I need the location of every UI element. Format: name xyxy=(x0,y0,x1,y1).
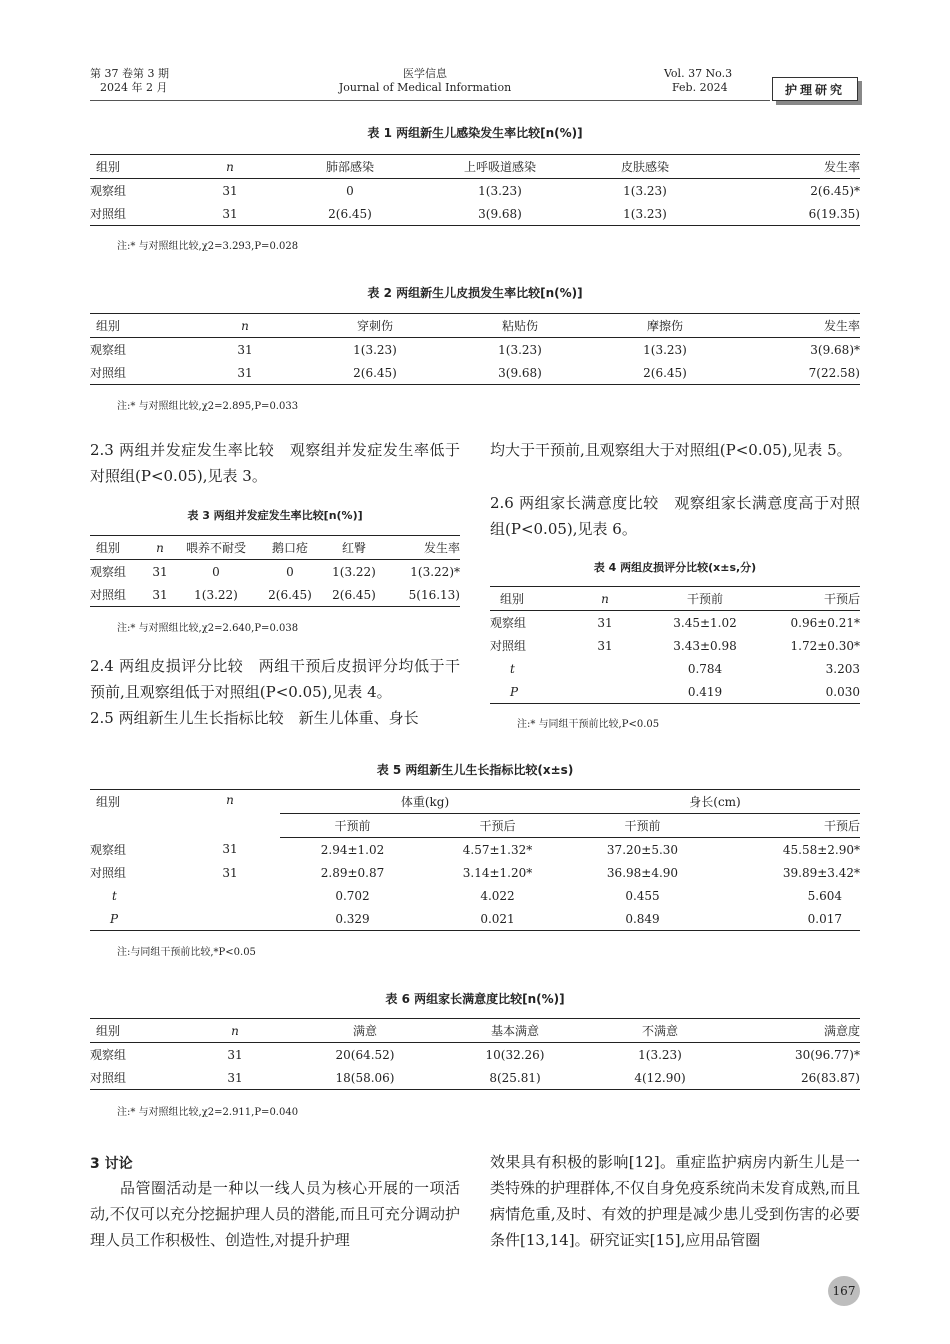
table5-cell: 2.89±0.87 xyxy=(320,865,385,880)
table1-cell: 1(3.23) xyxy=(623,183,667,198)
table1-cell: 3(9.68) xyxy=(478,206,522,221)
table4-cell: 3.43±0.98 xyxy=(673,638,737,653)
table5-header-weight-before: 干预前 xyxy=(280,814,425,838)
table3-cell: 31 xyxy=(152,564,168,579)
table4-header-before: 干预前 xyxy=(650,587,760,611)
table2-cell: 2(6.45) xyxy=(353,365,397,380)
table6-note: 注:* 与对照组比较,χ2=2.911,P=0.040 xyxy=(117,1107,299,1118)
table3-cell: 5(16.13) xyxy=(408,587,460,602)
table4-header-group: 组别 xyxy=(490,587,560,611)
table5-header-length-before: 干预前 xyxy=(570,814,715,838)
table5-header-length-after: 干预后 xyxy=(715,814,860,838)
table1-cell: 6(19.35) xyxy=(808,206,860,221)
table4-cell: P xyxy=(510,684,519,699)
table6-cell: 30(96.77)* xyxy=(795,1047,860,1062)
table1-header-skin: 皮肤感染 xyxy=(580,155,710,179)
table5-cell: 5.604 xyxy=(807,888,842,903)
para-2-5: 2.5 两组新生儿生长指标比较 新生儿体重、身长 xyxy=(90,709,419,727)
table4-caption: 表 4 两组皮损评分比较(x±s,分) xyxy=(593,561,757,574)
table6-caption: 表 6 两组家长满意度比较[n(%)] xyxy=(385,992,565,1006)
table2-cell: 观察组 xyxy=(90,343,127,357)
section-badge: 护理研究 xyxy=(772,77,858,101)
table5-cell: 观察组 xyxy=(90,842,127,857)
table5-cell: 0.329 xyxy=(335,911,370,926)
table2-header-group: 组别 xyxy=(90,314,180,338)
discussion-right-text: 效果具有积极的影响[12]。重症监护病房内新生儿是一类特殊的护理群体,不仅自身免疫系统尚未发育成熟,而且病情危重,及时、有效的护理是减少患儿受到伤害的必要条件[13,14]。研究证实[15],应用品管圈 xyxy=(490,1153,860,1249)
table6-cell: 20(64.52) xyxy=(335,1047,395,1062)
table3-cell: 0 xyxy=(286,564,294,579)
table3-header-feeding: 喂养不耐受 xyxy=(174,536,258,560)
para-2-3: 2.3 两组并发症发生率比较 观察组并发症发生率低于对照组(P<0.05),见表 3。 xyxy=(90,441,460,485)
table5-header-group: 组别 xyxy=(96,795,121,809)
table5-cell xyxy=(180,907,280,931)
table4-cell xyxy=(560,680,650,704)
table2-cell: 1(3.23) xyxy=(498,342,542,357)
table-row xyxy=(490,634,860,657)
table3-header-rate: 发生率 xyxy=(386,536,460,560)
table3-cell: 31 xyxy=(152,587,168,602)
table-row xyxy=(90,179,860,203)
table1-header-upper-resp: 上呼吸道感染 xyxy=(420,155,580,179)
table3-cell: 1(3.22)* xyxy=(410,564,460,579)
table6 xyxy=(90,1018,860,1090)
table3-cell: 观察组 xyxy=(90,565,127,579)
volume-en: Vol. 37 No.3 xyxy=(664,67,733,80)
table4-cell: 观察组 xyxy=(490,616,527,630)
table1-header-group: 组别 xyxy=(90,155,180,179)
table4-cell: 0.419 xyxy=(687,684,723,699)
table6-header-group: 组别 xyxy=(90,1019,180,1043)
discussion-left-text: 品管圈活动是一种以一线人员为核心开展的一项活动,不仅可以充分挖掘护理人员的潜能,而且可充分调动护理人员工作积极性、创造性,对提升护理 xyxy=(90,1179,460,1249)
table1-note: 注:* 与对照组比较,χ2=3.293,P=0.028 xyxy=(117,241,299,252)
table1-cell: 31 xyxy=(222,183,238,198)
table6-header-rate: 满意度 xyxy=(730,1019,860,1043)
table4-header-after: 干预后 xyxy=(760,587,860,611)
para-2-5-continued: 均大于干预前,且观察组大于对照组(P<0.05),见表 5。 xyxy=(490,441,852,459)
table6-cell: 4(12.90) xyxy=(634,1070,686,1085)
table4-cell: 31 xyxy=(597,615,613,630)
table1-cell: 31 xyxy=(222,206,238,221)
table1-header-row xyxy=(90,155,860,179)
table2 xyxy=(90,313,860,385)
table6-cell: 对照组 xyxy=(90,1071,127,1085)
table5-header-weight-after: 干预后 xyxy=(425,814,570,838)
journal-name-en: Journal of Medical Information xyxy=(338,81,512,94)
table6-header-row xyxy=(90,1019,860,1043)
table-row xyxy=(90,338,860,362)
table5-cell: 31 xyxy=(222,842,238,857)
table1-cell: 观察组 xyxy=(90,184,127,198)
table1-header-n: n xyxy=(226,159,234,174)
table-row xyxy=(90,861,860,884)
table3-caption: 表 3 两组并发症发生率比较[n(%)] xyxy=(187,509,363,522)
journal-name-cn: 医学信息 xyxy=(403,67,447,80)
table1-cell: 对照组 xyxy=(90,207,127,221)
table1-cell: 2(6.45) xyxy=(328,206,372,221)
table2-caption: 表 2 两组新生儿皮损发生率比较[n(%)] xyxy=(367,286,583,300)
table1-cell: 2(6.45)* xyxy=(810,183,860,198)
table3-header-group: 组别 xyxy=(90,536,146,560)
header-rule xyxy=(90,100,770,101)
table4-cell: 3.45±1.02 xyxy=(673,615,737,630)
table-row xyxy=(490,657,860,680)
table2-header-puncture: 穿刺伤 xyxy=(310,314,440,338)
table3-note: 注:* 与对照组比较,χ2=2.640,P=0.038 xyxy=(117,623,299,634)
table2-header-n: n xyxy=(241,318,249,333)
table2-header-adhesive: 粘贴伤 xyxy=(440,314,600,338)
table3-cell: 2(6.45) xyxy=(268,587,312,602)
para-2-4: 2.4 两组皮损评分比较 两组干预后皮损评分均低于干预前,且观察组低于对照组(P<0.05),见表 4。 xyxy=(90,657,460,701)
table4-cell: 0.030 xyxy=(825,684,860,699)
table6-cell: 18(58.06) xyxy=(335,1070,395,1085)
table2-header-friction: 摩擦伤 xyxy=(600,314,730,338)
table4-note: 注:* 与同组干预前比较,P<0.05 xyxy=(517,719,660,730)
table3-cell: 0 xyxy=(212,564,220,579)
table2-cell: 1(3.23) xyxy=(353,342,397,357)
table5-cell: t xyxy=(112,888,117,903)
section-heading-discussion: 3 讨论 xyxy=(90,1156,133,1172)
issue-volume: 第 37 卷第 3 期 xyxy=(90,67,169,80)
table3-header-thrush: 鹅口疮 xyxy=(258,536,322,560)
table6-header-basic: 基本满意 xyxy=(440,1019,590,1043)
table3 xyxy=(90,535,460,607)
table-row xyxy=(90,202,860,226)
table-row xyxy=(90,884,860,907)
table6-cell: 31 xyxy=(227,1070,243,1085)
para-2-6: 2.6 两组家长满意度比较 观察组家长满意度高于对照组(P<0.05),见表 6。 xyxy=(490,494,860,538)
table5-cell: 45.58±2.90* xyxy=(782,842,860,857)
table5-cell: 2.94±1.02 xyxy=(320,842,385,857)
table3-cell: 1(3.22) xyxy=(332,564,376,579)
table5-cell: 3.14±1.20* xyxy=(462,865,533,880)
table5-header-length: 身长(cm) xyxy=(570,790,860,814)
table5-cell: 0.702 xyxy=(335,888,370,903)
table3-cell: 对照组 xyxy=(90,588,127,602)
table4-header-n: n xyxy=(601,591,609,606)
table5-group-header-row xyxy=(90,790,860,814)
table5-cell: 39.89±3.42* xyxy=(782,865,860,880)
table2-cell: 31 xyxy=(237,365,253,380)
table5-cell: 0.021 xyxy=(480,911,515,926)
table5-cell: 0.017 xyxy=(807,911,842,926)
table5-cell: 4.57±1.32* xyxy=(462,842,533,857)
table6-header-n: n xyxy=(231,1023,239,1038)
table5-cell: 4.022 xyxy=(480,888,515,903)
table6-cell: 观察组 xyxy=(90,1048,127,1062)
date-en: Feb. 2024 xyxy=(672,81,728,94)
table6-cell: 8(25.81) xyxy=(489,1070,541,1085)
table2-cell: 1(3.23) xyxy=(643,342,687,357)
table1-cell: 1(3.23) xyxy=(623,206,667,221)
table5-cell: 31 xyxy=(222,865,238,880)
table5-cell: 0.849 xyxy=(625,911,660,926)
table-row xyxy=(90,838,860,862)
table3-header-row xyxy=(90,536,460,560)
table4-cell: t xyxy=(510,661,515,676)
table2-cell: 7(22.58) xyxy=(808,365,860,380)
table4-cell: 1.72±0.30* xyxy=(790,638,860,653)
issue-date: 2024 年 2 月 xyxy=(100,81,168,94)
table6-cell: 10(32.26) xyxy=(485,1047,545,1062)
table4-cell: 3.203 xyxy=(825,661,860,676)
table2-note: 注:* 与对照组比较,χ2=2.895,P=0.033 xyxy=(117,401,299,412)
table4-cell xyxy=(560,657,650,680)
table5-cell: 0.455 xyxy=(625,888,660,903)
table5-cell: P xyxy=(110,911,119,926)
table5-note: 注:与同组干预前比较,*P<0.05 xyxy=(117,947,256,958)
table3-header-n: n xyxy=(156,540,164,555)
table-row xyxy=(90,560,460,584)
table5-header-weight: 体重(kg) xyxy=(280,790,570,814)
table5-cell xyxy=(180,884,280,907)
page-number: 167 xyxy=(828,1276,860,1306)
table5-cell: 37.20±5.30 xyxy=(606,842,679,857)
table3-cell: 2(6.45) xyxy=(332,587,376,602)
table5-caption: 表 5 两组新生儿生长指标比较(x±s) xyxy=(376,763,574,777)
table-row xyxy=(90,1043,860,1067)
table5 xyxy=(90,789,860,931)
table2-header-row xyxy=(90,314,860,338)
table-row xyxy=(90,907,860,931)
table6-cell: 1(3.23) xyxy=(638,1047,682,1062)
table1 xyxy=(90,154,860,226)
table1-cell: 1(3.23) xyxy=(478,183,522,198)
table-row xyxy=(90,583,460,607)
table3-cell: 1(3.22) xyxy=(194,587,238,602)
table5-cell: 对照组 xyxy=(90,866,127,880)
table-row xyxy=(90,361,860,385)
table2-cell: 3(9.68)* xyxy=(810,342,860,357)
table2-header-rate: 发生率 xyxy=(730,314,860,338)
table6-header-satisfied: 满意 xyxy=(290,1019,440,1043)
table1-header-rate: 发生率 xyxy=(710,155,860,179)
table6-cell: 31 xyxy=(227,1047,243,1062)
table-row xyxy=(90,1066,860,1090)
table2-cell: 2(6.45) xyxy=(643,365,687,380)
journal-volume-en xyxy=(664,67,732,95)
table1-cell: 0 xyxy=(346,183,354,198)
table6-cell: 26(83.87) xyxy=(801,1070,860,1085)
table5-header-n: n xyxy=(226,793,234,807)
table2-cell: 3(9.68) xyxy=(498,365,542,380)
table-row xyxy=(490,680,860,704)
table6-header-unsatisfied: 不满意 xyxy=(590,1019,730,1043)
table4-header-row xyxy=(490,587,860,611)
table2-cell: 对照组 xyxy=(90,366,127,380)
table2-cell: 31 xyxy=(237,342,253,357)
table4-cell: 对照组 xyxy=(490,639,527,653)
journal-issue xyxy=(90,67,169,95)
table4-cell: 31 xyxy=(597,638,613,653)
table1-header-lung: 肺部感染 xyxy=(280,155,420,179)
table4-cell: 0.96±0.21* xyxy=(790,615,860,630)
table4-cell: 0.784 xyxy=(687,661,723,676)
table5-cell: 36.98±4.90 xyxy=(606,865,679,880)
table4 xyxy=(490,586,860,704)
table1-caption: 表 1 两组新生儿感染发生率比较[n(%)] xyxy=(367,126,583,140)
table3-header-diaper: 红臀 xyxy=(322,536,386,560)
table-row xyxy=(490,611,860,635)
journal-title xyxy=(300,67,550,95)
